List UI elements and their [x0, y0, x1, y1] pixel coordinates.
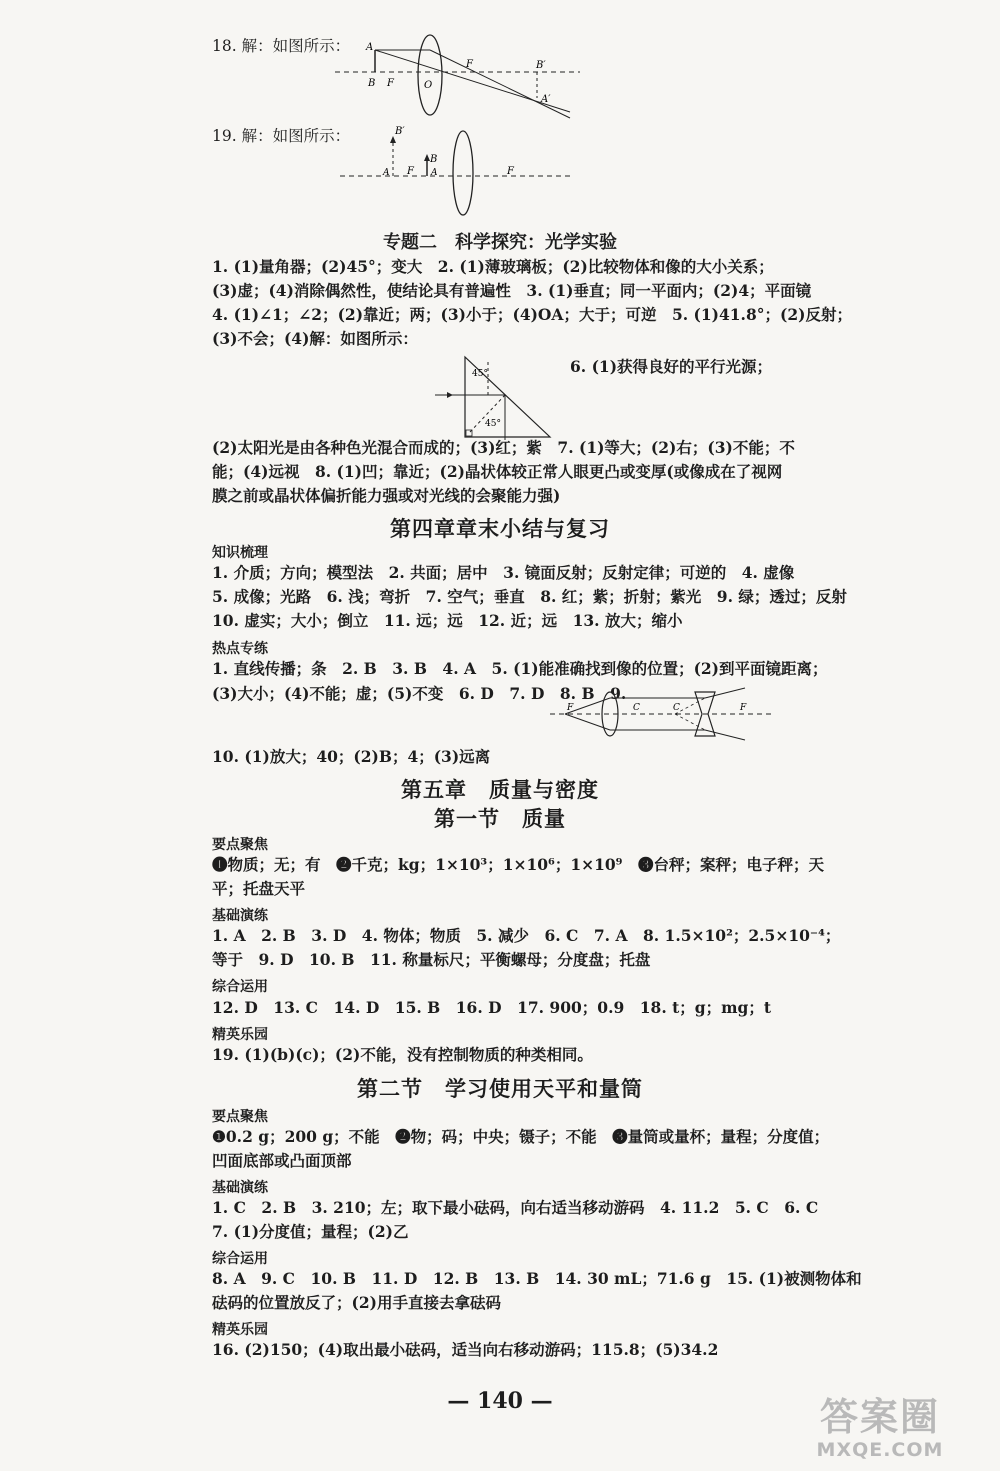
- answer-line: (3)大小；(4)不能；虚；(5)不变 6. D 7. D 8. B 9.: [212, 684, 627, 703]
- label-A: A: [431, 168, 438, 178]
- label-F-right: F: [740, 703, 747, 713]
- label-F-left: F: [407, 166, 414, 177]
- subheading-comprehensive: 综合运用: [212, 979, 268, 995]
- label-F-right: F: [466, 59, 473, 70]
- subheading-focus: 要点聚焦: [212, 837, 268, 853]
- answer-line: 19. (1)(b)(c)；(2)不能，没有控制物质的种类相同。: [212, 1045, 593, 1064]
- label-A-prime: A′: [541, 94, 551, 105]
- answer-line: 能；(4)远视 8. (1)凹；靠近；(2)晶状体较正常人眼更凸或变厚(或像成在了视网: [212, 462, 783, 481]
- answer-line: ❶0.2 g；200 g；不能 ❷物；码；中央；镊子；不能 ❸量筒或量杯；量程；分度值；: [212, 1127, 830, 1146]
- angle-label-bottom: 45°: [485, 419, 501, 429]
- heading-section2: 第二节 学习使用天平和量筒: [357, 1077, 643, 1101]
- answer-line: 10. 虚实；大小；倒立 11. 远；远 12. 近；远 13. 放大；缩小: [212, 611, 683, 630]
- answer-line: ❶物质；无；有 ❷千克；kg；1×10³；1×10⁶；1×10⁹ ❸台秤；案秤；电子秤；天: [212, 855, 824, 874]
- answer-line: (3)不会；(4)解：如图所示：: [212, 329, 418, 348]
- answer-line: 1. A 2. B 3. D 4. 物体；物质 5. 减少 6. C 7. A 8. 1.5×10²；2.5×10⁻⁴；: [212, 926, 841, 945]
- site-watermark: [785, 1395, 975, 1465]
- subheading-basic: 基础演练: [212, 1180, 268, 1196]
- answer-line: 平；托盘天平: [212, 879, 306, 898]
- subheading-knowledge: 知识梳理: [212, 545, 268, 561]
- heading-section1: 第一节 质量: [434, 807, 566, 831]
- angle-label-top: 45°: [472, 369, 488, 379]
- lens-combination-diagram: [545, 688, 780, 743]
- convex-lens-diagram-18: [330, 30, 590, 125]
- label-F-left: F: [387, 78, 394, 89]
- subheading-comprehensive: 综合运用: [212, 1251, 268, 1267]
- answer-line: 6. (1)获得良好的平行光源；: [570, 357, 773, 376]
- subheading-elite: 精英乐园: [212, 1322, 268, 1338]
- answer-line: 1. 介质；方向；模型法 2. 共面；居中 3. 镜面反射；反射定律；可逆的 4. 虚像: [212, 563, 795, 582]
- heading-chapter5: 第五章 质量与密度: [401, 778, 599, 802]
- answer-line: 12. D 13. C 14. D 15. B 16. D 17. 900；0.9 18. t；g；mg；t: [212, 998, 772, 1017]
- label-O: O: [424, 80, 433, 91]
- answer-line: 膜之前或晶状体偏折能力强或对光线的会聚能力强): [212, 486, 561, 505]
- subheading-basic: 基础演练: [212, 908, 268, 924]
- label-B: B: [368, 78, 376, 89]
- answer-line: (3)虚；(4)消除偶然性，使结论具有普遍性 3. (1)垂直；同一平面内；(2)4；平面镜: [212, 281, 812, 300]
- label-F-left: F: [567, 703, 574, 713]
- answer-line: 1. 直线传播；条 2. B 3. B 4. A 5. (1)能准确找到像的位置；(2)到平面镜距离；: [212, 659, 828, 678]
- answer-line: 1. C 2. B 3. 210；左；取下最小砝码，向右适当移动游码 4. 11.2 5. C 6. C: [212, 1198, 819, 1217]
- watermark-url: MXQE.COM: [816, 1439, 944, 1461]
- heading-chapter4-review: 第四章章末小结与复习: [390, 517, 610, 541]
- answer-line: 7. (1)分度值；量程；(2)乙: [212, 1222, 409, 1241]
- answer-line: 1. (1)量角器；(2)45°；变大 2. (1)薄玻璃板；(2)比较物体和像的大小关系；: [212, 257, 774, 276]
- label-C-right: C: [673, 703, 680, 713]
- answer-line: (2)太阳光是由各种色光混合而成的；(3)红；紫 7. (1)等大；(2)右；(3)不能；不: [212, 438, 795, 457]
- label-B-prime: B′: [395, 126, 405, 137]
- answer-line: 10. (1)放大；40；(2)B；4；(3)远离: [212, 747, 491, 766]
- label-B: B: [430, 154, 438, 165]
- subheading-elite: 精英乐园: [212, 1027, 268, 1043]
- label-A: A: [366, 42, 374, 53]
- answer-line: 4. (1)∠1；∠2；(2)靠近；两；(3)小于；(4)OA；大于；可逆 5. (1)41.8°；(2)反射；: [212, 305, 852, 324]
- answer-19: 19. 解：如图所示：: [212, 127, 351, 145]
- label-F-right: F: [507, 166, 514, 177]
- heading-topic2: 专题二 科学探究：光学实验: [383, 232, 617, 253]
- subheading-focus: 要点聚焦: [212, 1109, 268, 1125]
- answer-18: 18. 解：如图所示：: [212, 37, 351, 55]
- subheading-hotspot: 热点专练: [212, 641, 268, 657]
- watermark-logo-text: 答案圈: [819, 1395, 940, 1439]
- label-A-image: A: [383, 168, 390, 178]
- label-B-prime: B′: [536, 60, 546, 71]
- prism-diagram: [430, 352, 560, 442]
- page-number: — 140 —: [447, 1388, 553, 1414]
- answer-line: 等于 9. D 10. B 11. 称量标尺；平衡螺母；分度盘；托盘: [212, 950, 651, 969]
- answer-line: 5. 成像；光路 6. 浅；弯折 7. 空气；垂直 8. 红；紫；折射；紫光 9. 绿；透过；反射: [212, 587, 847, 606]
- answer-line: 8. A 9. C 10. B 11. D 12. B 13. B 14. 30 mL；71.6 g 15. (1)被测物体和: [212, 1269, 862, 1288]
- label-C-left: C: [633, 703, 640, 713]
- answer-line: 凹面底部或凸面顶部: [212, 1151, 352, 1170]
- answer-line: 16. (2)150；(4)取出最小砝码，适当向右移动游码；115.8；(5)34.2: [212, 1340, 719, 1359]
- answer-line: 砝码的位置放反了；(2)用手直接去拿砝码: [212, 1293, 501, 1312]
- convex-lens-diagram-19: [335, 118, 575, 218]
